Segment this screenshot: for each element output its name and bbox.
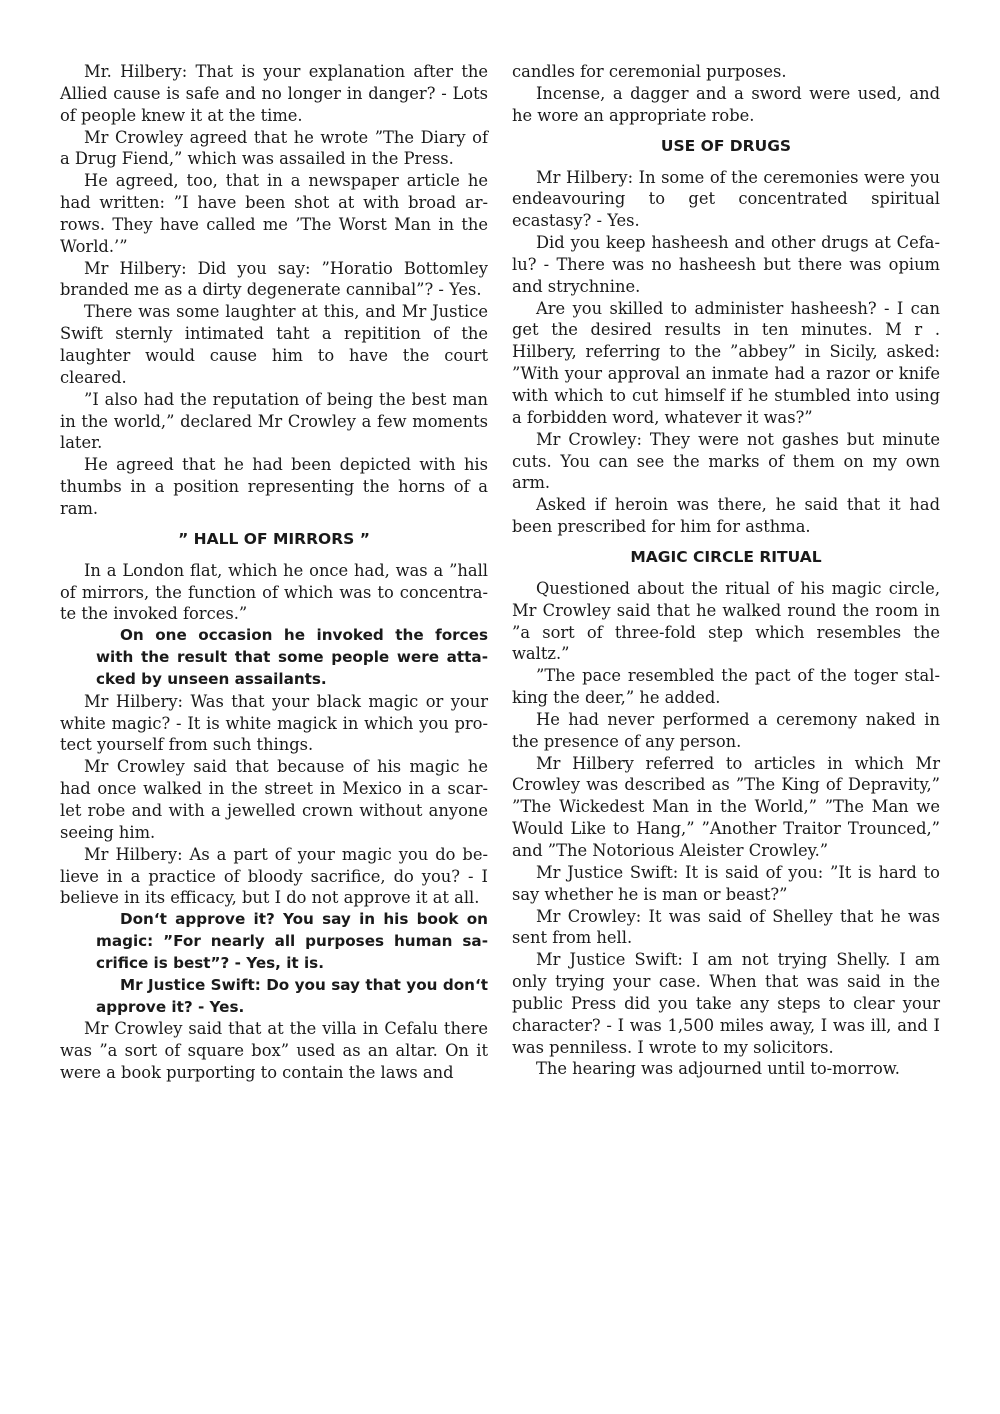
bold-quote: Mr Justice Swift: Do you say that you don‘t approve it? - Yes. — [96, 975, 488, 1016]
paragraph: Mr Hilbery referred to articles in which Mr Crowley was described as ”The King of Depravity,” ”The Wickedest Man in the World,” ”The Man we Would Like to Hang,” ”Another Traitor Trounced,” and ”The Notorious Aleister Crowley.” — [512, 753, 940, 860]
paragraph: Mr. Hilbery: That is your explanation after the Allied cause is safe and no longer in danger? - Lots of people knew it at the time. — [60, 62, 488, 125]
paragraph: Incense, a dagger and a sword were used, and he wore an appropriate robe. — [512, 83, 940, 125]
paragraph: Mr Hilbery: In some of the ceremonies were you endeavouring to get concentrated spiritual ecastasy? - Yes. — [512, 167, 940, 231]
paragraph: Mr Hilbery: As a part of your magic you do believe in a practice of bloody sacrifice, do you? - I believe in its efficacy, but I do not approve it at all. — [60, 844, 488, 908]
paragraph: Did you keep hasheesh and other drugs at Cefalu? - There was no hasheesh but there was opium and strychnine. — [512, 233, 940, 296]
paragraph: The hearing was adjourned until to-morrow. — [536, 1059, 900, 1079]
section-heading-magic-circle-ritual: MAGIC CIRCLE RITUAL — [630, 547, 822, 566]
paragraph: Mr Crowley: They were not gashes but minute cuts. You can see the marks of them on my own arm. — [512, 429, 940, 493]
paragraph: There was some laughter at this, and Mr Justice Swift sternly intimated taht a repitition of the laughter would cause him to have the court cleared. — [60, 302, 488, 387]
section-heading-use-of-drugs: USE OF DRUGS — [660, 136, 792, 155]
article-page — [60, 61, 940, 1084]
paragraph: Questioned about the ritual of his magic circle, Mr Crowley said that he walked round the room in ”a sort of three-fold step which resembles the waltz.” — [512, 578, 940, 664]
paragraph: He agreed that he had been depicted with his thumbs in a position representing the horns of a ram. — [60, 455, 488, 518]
right-column — [512, 61, 940, 1084]
paragraph: Are you skilled to administer hasheesh? - I can get the desired results in ten minutes. M r . Hilbery, referring to the ”abbey” in Sicily, asked: ”With your approval an inmate had a razor or knife with which to cut himself if he stumbled into using a forbidden word, whatever it was?” — [512, 298, 940, 427]
paragraph: He had never performed a ceremony naked in the presence of any person. — [512, 709, 940, 751]
paragraph: Asked if heroin was there, he said that it had been prescribed for him for asthma. — [512, 495, 940, 537]
paragraph: ”I also had the reputation of being the best man in the world,” declared Mr Crowley a few moments later. — [60, 389, 488, 453]
paragraph: He agreed, too, that in a newspaper article he had written: ”I have been shot at with broad arrows. They have called me ’The Worst Man in the World.’” — [60, 171, 488, 256]
paragraph: Mr Crowley said that at the villa in Cefalu there was ”a sort of square box” used as an altar. On it were a book purporting to contain the laws and — [60, 1019, 488, 1083]
paragraph: Mr Crowley agreed that he wrote ”The Diary of a Drug Fiend,” which was assailed in the Press. — [60, 127, 488, 169]
bold-quote: Don‘t approve it? You say in his book on magic: ”For nearly all purposes human sacrifice is best”? - Yes, it is. — [96, 910, 488, 972]
paragraph: ”The pace resembled the pact of the toger stalking the deer,” he added. — [512, 666, 940, 708]
left-column — [60, 61, 488, 1084]
paragraph: Mr Crowley said that because of his magic he had once walked in the street in Mexico in a scarlet robe and with a jewelled crown without anyone seeing him. — [60, 757, 488, 842]
section-heading-hall-of-mirrors: ” HALL OF MIRRORS ” — [178, 529, 370, 548]
paragraph: Mr Hilbery: Did you say: ”Horatio Bottomley branded me as a dirty degenerate cannibal”? - Yes. — [60, 258, 488, 300]
paragraph: Mr Justice Swift: It is said of you: ”It is hard to say whether he is man or beast?” — [512, 862, 940, 904]
paragraph-continued: candles for ceremonial purposes. — [512, 62, 787, 81]
paragraph: In a London flat, which he once had, was a ”hall of mirrors, the function of which was to concentrate the invoked forces.” — [60, 560, 488, 624]
bold-quote: On one occasion he invoked the forces with the result that some people were attacked by unseen assailants. — [96, 626, 488, 688]
paragraph: Mr Crowley: It was said of Shelley that he was sent from hell. — [512, 906, 940, 948]
paragraph: Mr Justice Swift: I am not trying Shelly. I am only trying your case. When that was said in the public Press did you take any steps to clear your character? - I was 1,500 miles away, I was ill, and I was penniless. I wrote to my solicitors. — [512, 950, 940, 1057]
paragraph: Mr Hilbery: Was that your black magic or your white magic? - It is white magick in which you protect yourself from such things. — [60, 691, 488, 755]
